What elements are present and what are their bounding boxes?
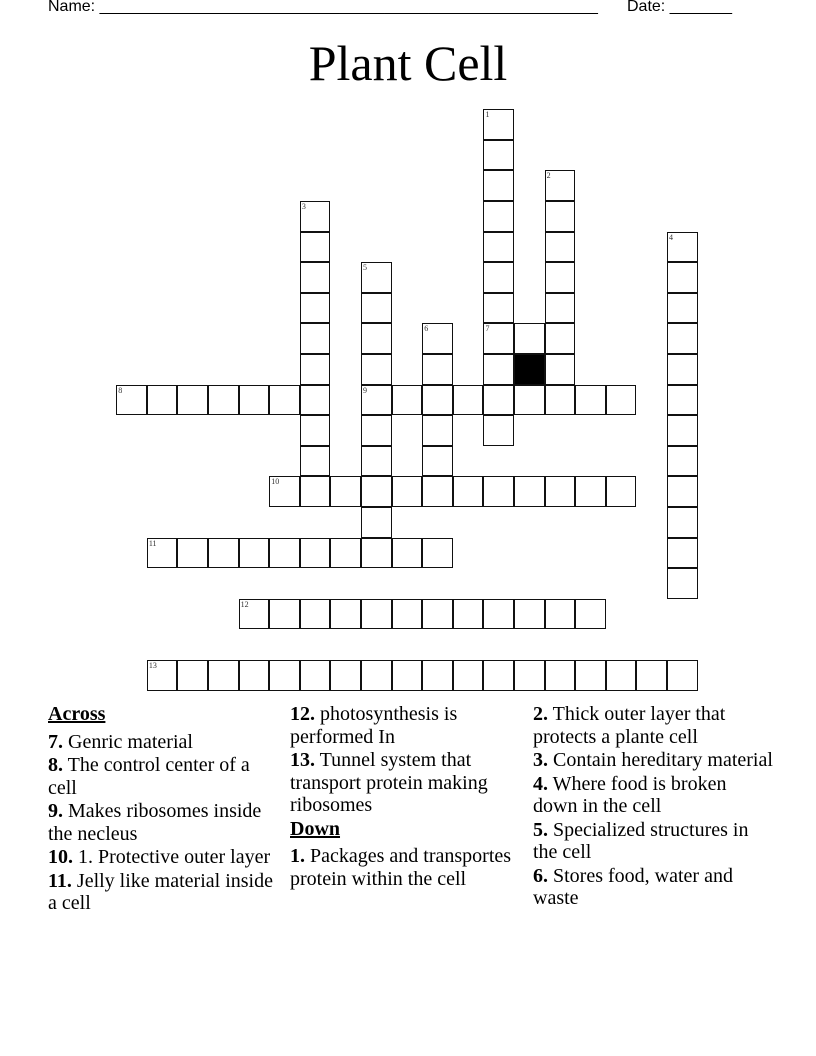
clue-number-label: 1	[485, 110, 490, 120]
clue-number-label: 12	[240, 599, 249, 609]
clue-across-9	[48, 800, 278, 845]
clue-across-10	[48, 846, 278, 869]
grid-cell[interactable]	[300, 262, 331, 293]
grid-cell[interactable]	[300, 323, 331, 354]
grid-cell[interactable]	[545, 354, 576, 385]
clue-number-label: 5	[363, 263, 368, 273]
clue-text: Makes ribosomes inside the necleus	[48, 800, 262, 845]
grid-cell[interactable]	[606, 660, 637, 691]
clue-text: 1. Protective outer layer	[78, 846, 271, 868]
grid-cell[interactable]	[361, 476, 392, 507]
clue-text: The control center of a cell	[48, 754, 250, 799]
clues-column-2	[290, 703, 530, 891]
clue-across-11	[48, 870, 278, 915]
clue-down-3	[533, 749, 773, 772]
clue-number-label: 4	[669, 232, 674, 242]
grid-cell[interactable]	[361, 599, 392, 630]
grid-cell[interactable]	[300, 385, 331, 416]
grid-cell[interactable]	[361, 415, 392, 446]
grid-cell[interactable]	[147, 660, 178, 691]
down-heading: Down	[290, 817, 341, 840]
clue-number: 5.	[533, 818, 548, 841]
grid-cell[interactable]	[545, 476, 576, 507]
grid-cell[interactable]	[422, 354, 453, 385]
grid-cell[interactable]	[361, 660, 392, 691]
clue-number: 9.	[48, 800, 63, 822]
clue-text: photosynthesis is performed In	[290, 703, 458, 748]
grid-cell[interactable]	[300, 232, 331, 263]
grid-cell[interactable]	[177, 385, 208, 416]
grid-cell[interactable]	[483, 354, 514, 385]
clue-number-label: 8	[118, 385, 123, 395]
grid-cell[interactable]	[545, 660, 576, 691]
grid-cell[interactable]	[361, 293, 392, 324]
grid-cell[interactable]	[422, 323, 453, 354]
grid-cell[interactable]	[422, 476, 453, 507]
clue-text: Where food is broken down in the cell	[533, 772, 727, 817]
grid-cell[interactable]	[483, 293, 514, 324]
clue-across-8	[48, 754, 278, 799]
grid-cell[interactable]	[483, 323, 514, 354]
grid-cell[interactable]	[575, 476, 606, 507]
grid-cell[interactable]	[361, 354, 392, 385]
grid-cell[interactable]	[300, 538, 331, 569]
grid-cell[interactable]	[330, 476, 361, 507]
clue-number: 3.	[533, 749, 548, 771]
clue-text: Jelly like material inside a cell	[48, 869, 273, 914]
clues-column-1	[48, 703, 278, 916]
grid-cell[interactable]	[575, 660, 606, 691]
clue-number: 6.	[533, 864, 548, 887]
grid-cell[interactable]	[667, 385, 698, 416]
clue-across-7	[48, 731, 278, 754]
clue-number-label: 6	[424, 324, 429, 334]
grid-cell[interactable]	[269, 538, 300, 569]
grid-cell[interactable]	[239, 599, 270, 630]
grid-cell[interactable]	[147, 385, 178, 416]
clue-number-label: 3	[301, 202, 306, 212]
grid-cell[interactable]	[453, 599, 484, 630]
grid-cell[interactable]	[483, 140, 514, 171]
grid-cell[interactable]	[422, 446, 453, 477]
grid-cell[interactable]	[483, 109, 514, 140]
grid-cell[interactable]	[667, 538, 698, 569]
clue-number: 11.	[48, 869, 72, 892]
grid-cell[interactable]	[330, 599, 361, 630]
grid-cell[interactable]	[392, 599, 423, 630]
grid-cell[interactable]	[545, 262, 576, 293]
grid-cell[interactable]	[361, 446, 392, 477]
grid-cell[interactable]	[422, 538, 453, 569]
grid-cell[interactable]	[330, 660, 361, 691]
grid-cell[interactable]	[483, 599, 514, 630]
grid-cell[interactable]	[300, 201, 331, 232]
clue-down-1	[290, 845, 530, 890]
grid-cell[interactable]	[667, 323, 698, 354]
grid-cell[interactable]	[116, 385, 147, 416]
grid-cell[interactable]	[361, 262, 392, 293]
clue-number-label: 7	[485, 324, 490, 334]
clue-across-12	[290, 703, 530, 748]
grid-cell[interactable]	[667, 415, 698, 446]
clue-across-13	[290, 749, 530, 817]
grid-cell[interactable]	[545, 201, 576, 232]
grid-cell[interactable]	[667, 446, 698, 477]
grid-cell[interactable]	[545, 232, 576, 263]
grid-cell[interactable]	[545, 323, 576, 354]
clue-number: 8.	[48, 754, 63, 776]
grid-cell[interactable]	[300, 446, 331, 477]
grid-cell[interactable]	[300, 660, 331, 691]
grid-cell[interactable]	[422, 385, 453, 416]
grid-cell[interactable]	[636, 660, 667, 691]
grid-cell[interactable]	[667, 476, 698, 507]
grid-cell[interactable]	[667, 262, 698, 293]
grid-cell[interactable]	[239, 385, 270, 416]
puzzle-title: Plant Cell	[308, 35, 508, 91]
grid-cell[interactable]	[269, 660, 300, 691]
grid-cell[interactable]	[453, 385, 484, 416]
clue-text: Specialized structures in the cell	[533, 818, 749, 863]
grid-cell[interactable]	[239, 538, 270, 569]
grid-cell[interactable]	[361, 538, 392, 569]
grid-cell[interactable]	[483, 385, 514, 416]
grid-cell[interactable]	[300, 354, 331, 385]
clue-number: 1.	[290, 845, 305, 867]
clue-number-label: 13	[148, 661, 157, 671]
across-heading: Across	[48, 703, 106, 725]
clue-number: 13.	[290, 749, 315, 771]
grid-cell[interactable]	[300, 599, 331, 630]
clue-number: 4.	[533, 772, 548, 795]
grid-cell[interactable]	[453, 476, 484, 507]
grid-cell[interactable]	[575, 599, 606, 630]
clue-number: 10.	[48, 846, 73, 868]
grid-cell[interactable]	[667, 232, 698, 263]
grid-cell[interactable]	[545, 385, 576, 416]
grid-cell[interactable]	[361, 385, 392, 416]
grid-cell[interactable]	[606, 476, 637, 507]
date-field[interactable]: Date: _______	[627, 0, 732, 15]
clue-text: Tunnel system that transport protein making ribosomes	[290, 749, 488, 816]
clue-text: Contain hereditary material	[553, 749, 773, 771]
grid-cell[interactable]	[330, 538, 361, 569]
grid-cell[interactable]	[239, 660, 270, 691]
grid-cell[interactable]	[453, 660, 484, 691]
clue-down-6	[533, 865, 773, 910]
clue-number: 7.	[48, 730, 63, 753]
grid-cell[interactable]	[300, 293, 331, 324]
grid-cell[interactable]	[208, 385, 239, 416]
grid-cell[interactable]	[300, 415, 331, 446]
grid-cell[interactable]	[667, 507, 698, 538]
grid-cell[interactable]	[269, 476, 300, 507]
clue-number: 2.	[533, 703, 548, 725]
grid-cell[interactable]	[392, 660, 423, 691]
grid-cell[interactable]	[514, 323, 545, 354]
grid-cell[interactable]	[575, 385, 606, 416]
grid-cell[interactable]	[422, 415, 453, 446]
grid-cell[interactable]	[361, 507, 392, 538]
clue-number-label: 2	[546, 171, 551, 181]
grid-cell[interactable]	[300, 476, 331, 507]
grid-cell[interactable]	[483, 476, 514, 507]
clue-number-label: 11	[148, 538, 157, 548]
grid-cell[interactable]	[667, 660, 698, 691]
grid-cell[interactable]	[177, 660, 208, 691]
grid-cell[interactable]	[422, 599, 453, 630]
grid-cell[interactable]	[667, 568, 698, 599]
grid-cell[interactable]	[514, 599, 545, 630]
clue-text: Genric material	[68, 730, 193, 753]
grid-cell[interactable]	[269, 599, 300, 630]
grid-cell[interactable]	[483, 232, 514, 263]
grid-cell[interactable]	[545, 599, 576, 630]
grid-cell[interactable]	[208, 660, 239, 691]
grid-cell[interactable]	[361, 323, 392, 354]
grid-cell[interactable]	[514, 385, 545, 416]
grid-cell[interactable]	[208, 538, 239, 569]
grid-cell[interactable]	[606, 385, 637, 416]
clue-number: 12.	[290, 703, 315, 725]
clue-down-4	[533, 773, 773, 818]
clue-down-2	[533, 703, 773, 748]
clue-text: Thick outer layer that protects a plante cell	[533, 703, 726, 748]
grid-cell[interactable]	[514, 660, 545, 691]
clue-number-label: 9	[363, 385, 368, 395]
name-field[interactable]: Name: ________________________________________________________	[48, 0, 598, 15]
grid-cell[interactable]	[545, 170, 576, 201]
grid-cell[interactable]	[147, 538, 178, 569]
clue-down-5	[533, 819, 773, 864]
grid-cell[interactable]	[177, 538, 208, 569]
grid-cell[interactable]	[483, 170, 514, 201]
clue-number-label: 10	[271, 477, 280, 487]
grid-cell[interactable]	[514, 476, 545, 507]
grid-cell[interactable]	[667, 354, 698, 385]
grid-cell[interactable]	[269, 385, 300, 416]
grid-cell[interactable]	[422, 660, 453, 691]
grid-cell[interactable]	[545, 293, 576, 324]
grid-cell[interactable]	[392, 538, 423, 569]
grid-cell[interactable]	[392, 385, 423, 416]
grid-cell[interactable]	[483, 262, 514, 293]
grid-cell[interactable]	[392, 476, 423, 507]
black-cell	[514, 354, 545, 385]
clues-column-3	[533, 703, 773, 911]
grid-cell[interactable]	[483, 415, 514, 446]
clue-text: Stores food, water and waste	[533, 864, 733, 909]
worksheet-header	[0, 0, 816, 20]
grid-cell[interactable]	[483, 201, 514, 232]
grid-cell[interactable]	[483, 660, 514, 691]
clue-text: Packages and transportes protein within the cell	[290, 845, 512, 890]
grid-cell[interactable]	[667, 293, 698, 324]
